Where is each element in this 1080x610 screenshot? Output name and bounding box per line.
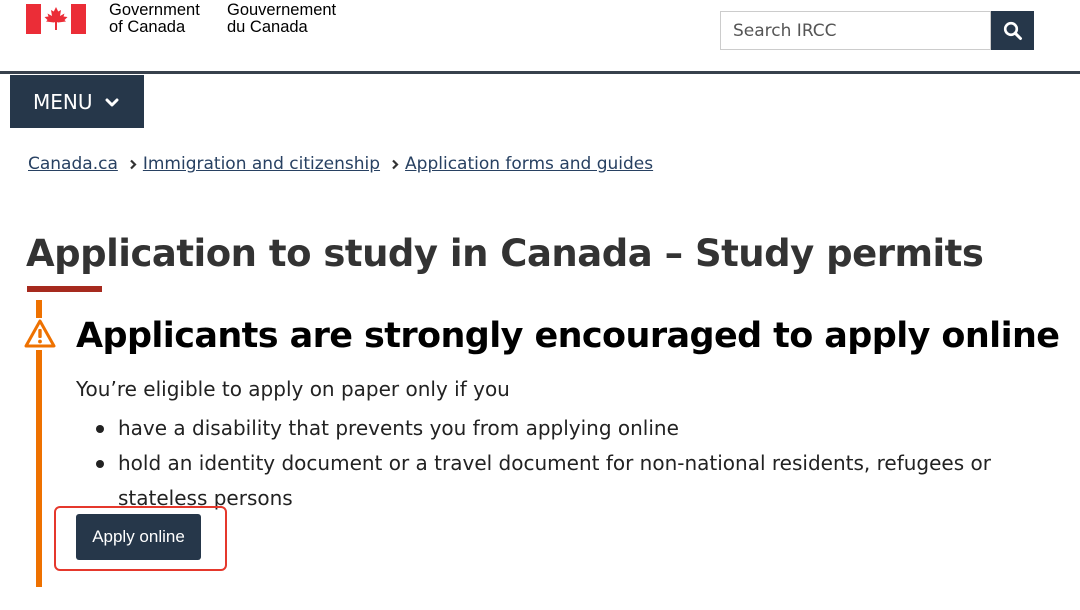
list-item: have a disability that prevents you from applying online	[118, 411, 1028, 446]
apply-online-button[interactable]: Apply online	[76, 514, 201, 560]
government-of-canada-signature-fr[interactable]	[227, 2, 336, 36]
breadcrumb-link-canada[interactable]: Canada.ca	[28, 154, 118, 174]
header-divider	[0, 71, 1080, 74]
breadcrumb	[28, 154, 653, 174]
breadcrumb-link-immigration[interactable]: Immigration and citizenship	[142, 154, 381, 174]
alert-intro-text: You’re eligible to apply on paper only if you	[76, 377, 510, 401]
list-item: hold an identity document or a travel document for non-national residents, refugees or stateless persons	[118, 446, 1028, 516]
government-of-canada-signature-en[interactable]	[109, 2, 200, 36]
signature-fr-line-1: Gouvernement	[227, 1, 337, 19]
signature-fr-line-2: du Canada	[227, 18, 308, 36]
signature-en-line-2: of Canada	[109, 18, 186, 36]
canada-flag-icon	[26, 4, 86, 34]
chevron-right-icon	[391, 159, 399, 170]
chevron-right-icon	[129, 159, 137, 170]
chevron-down-icon	[105, 98, 119, 108]
menu-label: MENU	[33, 89, 93, 114]
eligibility-list	[118, 411, 1028, 516]
alert-heading: Applicants are strongly encouraged to apply online	[76, 316, 1060, 356]
breadcrumb-link-forms[interactable]: Application forms and guides	[405, 154, 654, 174]
page-title: Application to study in Canada – Study permits	[26, 232, 984, 275]
search-input[interactable]	[720, 11, 991, 50]
search-icon	[1003, 21, 1023, 41]
search-button[interactable]	[991, 11, 1034, 50]
signature-en-line-1: Government	[109, 1, 200, 19]
menu-button[interactable]	[10, 75, 144, 128]
title-underline	[27, 286, 102, 292]
warning-icon	[23, 318, 57, 350]
